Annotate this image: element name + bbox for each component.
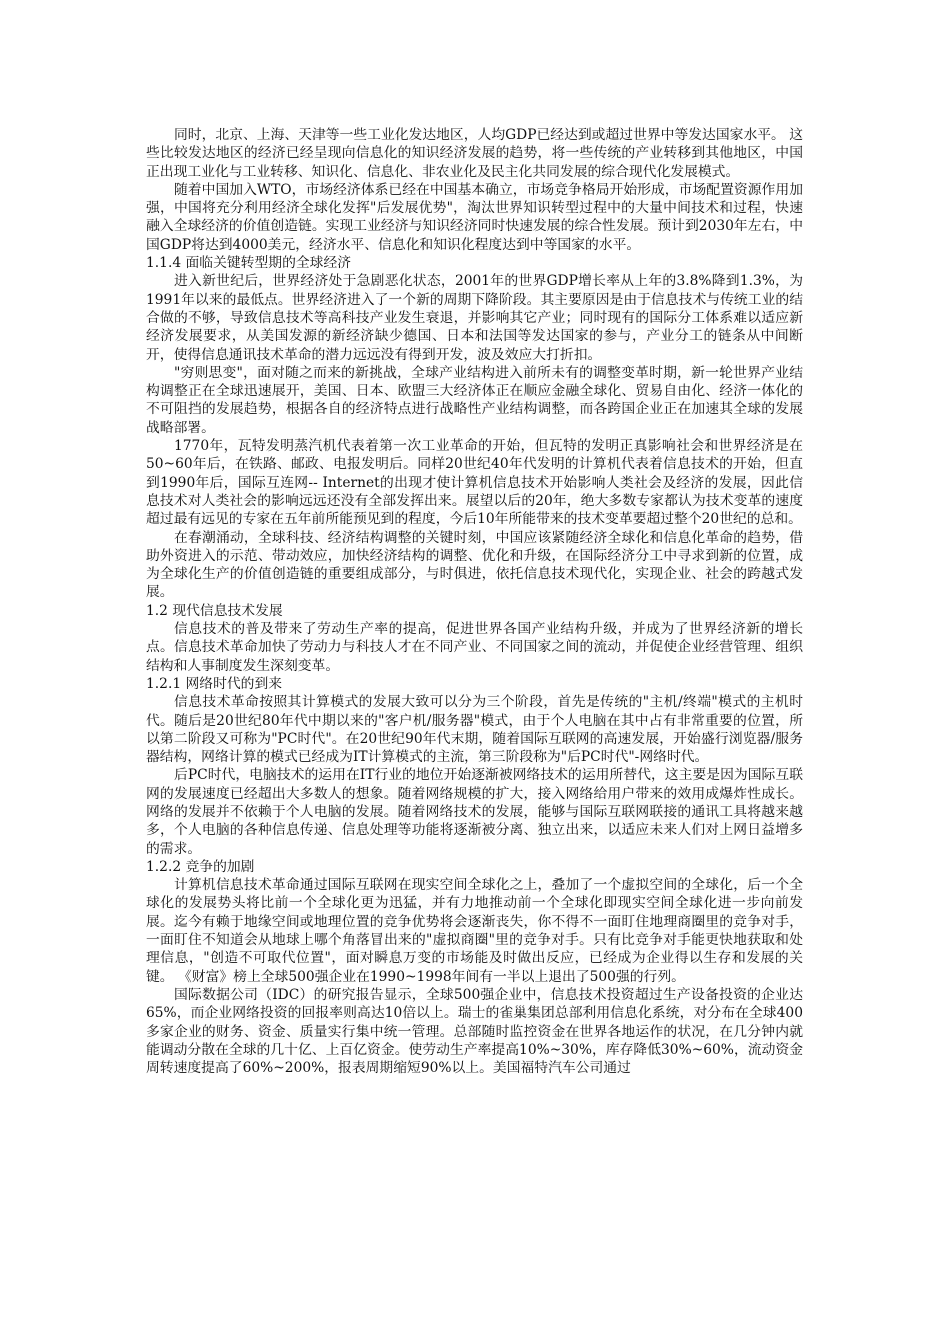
document-body <box>146 126 803 1077</box>
paragraph: 信息技术的普及带来了劳动生产率的提高，促进世界各国产业结构升级，并成为了世界经济新的增长点。信息技术革命加快了劳动力与科技人才在不同产业、不同国家之间的流动，并促使企业经营管理、组织结构和人事制度发生深刻变革。 <box>146 621 803 674</box>
section-heading: 1.1.4 面临关键转型期的全球经济 <box>146 255 352 272</box>
paragraph: 国际数据公司（IDC）的研究报告显示，全球500强企业中，信息技术投资超过生产设备投资的企业达65%，而企业网络投资的回报率则高达10倍以上。瑞士的雀巢集团总部利用信息化系统，对分布在全球400多家企业的财务、资金、质量实行集中统一管理。总部随时监控资金在世界各地运作的状况，在几分钟内就能调动分散在全球的几十亿、上百亿资金。使劳动生产率提高10%~30%，库存降低30%~60%，流动资金周转速度提高了60%~200%，报表周期缩短90%以上。美国福特汽车公司通过 <box>146 986 803 1077</box>
section-heading: 1.2.1 网络时代的到来 <box>146 675 283 692</box>
paragraph: 在春潮涌动，全球科技、经济结构调整的关键时刻，中国应该紧随经济全球化和信息化革命的趋势，借助外资进入的示范、带动效应，加快经济结构的调整、优化和升级，在国际经济分工中寻求到新的位置，成为全球化生产的价值创造链的重要组成部分，与时俱进，依托信息技术现代化，实现企业、社会的跨越式发展。 <box>146 529 803 601</box>
section-heading: 1.2 现代信息技术发展 <box>146 602 283 619</box>
section-heading: 1.2.2 竞争的加剧 <box>146 858 255 875</box>
paragraph: 后PC时代，电脑技术的运用在IT行业的地位开始逐渐被网络技术的运用所替代，这主要是因为国际互联网的发展速度已经超出大多数人的想象。随着网络规模的扩大，接入网络给用户带来的效用成爆炸性成长。网络的发展并不依赖于个人电脑的发展。随着网络技术的发展，能够与国际互联网联接的通讯工具将越来越多，个人电脑的各种信息传递、信息处理等功能将逐渐被分离、独立出来，以适应未来人们对上网日益增多的需求。 <box>146 767 803 857</box>
paragraph: 计算机信息技术革命通过国际互联网在现实空间全球化之上，叠加了一个虚拟空间的全球化，后一个全球化的发展势头将比前一个全球化更为迅猛，并有力地推动前一个全球化即现实空间全球化进一步向前发展。迄今有赖于地缘空间或地理位置的竞争优势将会逐渐丧失，你不得不一面盯住地理商圈里的竞争对手，一面盯住不知道会从地球上哪个角落冒出来的"虚拟商圈"里的竞争对手。只有比竞争对手能更快地获取和处理信息，"创造不可取代位置"，面对瞬息万变的市场能及时做出反应，已经成为企业得以生存和发展的关键。 《财富》榜上全球500强企业在1990~1998年间有一半以上退出了500强的行列。 <box>146 877 803 985</box>
paragraph: "穷则思变"，面对随之而来的新挑战，全球产业结构进入前所未有的调整变革时期，新一轮世界产业结构调整正在全球迅速展开，美国、日本、欧盟三大经济体正在顺应金融全球化、贸易自由化、经济一体化的不可阻挡的发展趋势，根据各自的经济特点进行战略性产业结构调整，而各跨国企业正在加速其全球的发展战略部署。 <box>146 364 803 436</box>
paragraph: 随着中国加入WTO，市场经济体系已经在中国基本确立，市场竞争格局开始形成，市场配置资源作用加强，中国将充分利用经济全球化发挥"后发展优势"，淘汰世界知识转型过程中的大量中间技术和过程，快速融入全球经济的价值创造链。实现工业经济与知识经济同时快速发展的综合性发展。预计到2030年左右，中国GDP将达到4000美元，经济水平、信息化和知识化程度达到中等国家的水平。 <box>146 181 803 253</box>
paragraph: 1770年，瓦特发明蒸汽机代表着第一次工业革命的开始，但瓦特的发明正真影响社会和世界经济是在50~60年后，在铁路、邮政、电报发明后。同样20世纪40年代发明的计算机代表着信息技术的开始，但直到1990年后，国际互连网-- Internet的出现才使计算机信息技术开始影响人类社会及经济的发展，因此信息技术对人类社会的影响远远还没有全部发挥出来。展望以后的20年，绝大多数专家都认为技术变革的速度超过最有远见的专家在五年前所能预见到的程度，今后10年所能带来的技术变革要超过整个20世纪的总和。 <box>146 438 803 528</box>
paragraph: 同时，北京、上海、天津等一些工业化发达地区，人均GDP已经达到或超过世界中等发达国家水平。 这些比较发达地区的经济已经呈现向信息化的知识经济发展的趋势，将一些传统的产业转移到其他地区，中国正出现工业化与工业转移、知识化、信息化、非农业化及民主化共同发展的综合现代化发展模式。 <box>146 127 804 180</box>
paragraph: 进入新世纪后，世界经济处于急剧恶化状态，2001年的世界GDP增长率从上年的3.8%降到1.3%，为1991年以来的最低点。世界经济进入了一个新的周期下降阶段。其主要原因是由于信息技术与传统工业的结合做的不够，导致信息技术等高科技产业发生衰退，并影响其它产业；同时现有的国际分工体系难以适应新经济发展要求，从美国发源的新经济缺少德国、日本和法国等发达国家的参与，产业分工的链条从中间断开，使得信息通讯技术革命的潜力远远没有得到开发，波及效应大打折扣。 <box>146 273 803 363</box>
paragraph: 信息技术革命按照其计算模式的发展大致可以分为三个阶段，首先是传统的"主机/终端"模式的主机时代。随后是20世纪80年代中期以来的"客户机/服务器"模式，由于个人电脑在其中占有非常重要的位置，所以第二阶段又可称为"PC时代"。在20世纪90年代末期，随着国际互联网的高速发展，开始盛行浏览器/服务器结构，网络计算的模式已经成为IT计算模式的主流，第三阶段称为"后PC时代"-网络时代。 <box>146 694 803 766</box>
